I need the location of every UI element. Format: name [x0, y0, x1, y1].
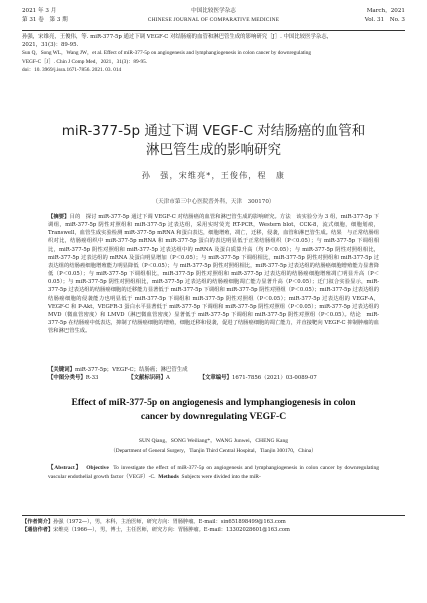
- article-title-cn: [20, 122, 407, 160]
- classification-row: [48, 374, 379, 382]
- clc-number: 【中图分类号】R-33: [48, 375, 99, 382]
- header-volume: 第 31 卷 第 3 期: [22, 17, 68, 23]
- title-cn-line: 淋巴管生成的影响研究: [146, 142, 281, 158]
- citation-en-line: Sun Q，Song WL，Wang JW，et al. Effect of miR-377-5p on angiogenesis and lymphangiogenesis in colon cancer by downregulating: [22, 50, 312, 57]
- objective-text: To investigate the effect of miR-377-5p on angiogenesis and lymphangiogenesis in colon cancer by downregulating vascular endothelial growth factor（VEGF）-C.: [48, 465, 380, 480]
- abstract-cn-text: 目的 探讨 miR-377-5p 通过下调 VEGF-C 对结肠癌的血管和淋巴管生成的影响研究。方法 该实验分为 3 组，miR-377-5p 下调组，miR-377-5p 阴性对照组和 miR-377-5p 过表达组，采用实时荧光 RT-PCR，Western blot，CCK-8，流式细胞，细胞划痕，Transwell，血管生成实验检测 miR-377-5p mRNA 和蛋白表达，细胞增殖，凋亡，迁移，侵袭，血管和淋巴管生成。结果 与正常结肠组织对比，结肠癌组织中 miR-377-5p mRNA 和 miR-377-5p 蛋白的表达明显低于正常结肠组织（P＜0.05）；与 miR-377-5p 下调组相比，miR-377-5p 阴性对照组和 miR-377-5p 过表达组中的 mRNA 及蛋白质算升高（均 P＜0.05）；与 miR-377-5p 阴性对照组相比，miR-377-5p 过表达组的 mRNA 及蛋白明显增加（P＜0.05）；与 miR-377-5p 下调组相比，miR-377-5p 阴性对照组和 miR-377-5p 过表达组的结肠癌细胞增殖能力明显降低（P＜0.05）；与 miR-377-5p 阴性对照组相比，miR-377-5p 过表达组的结肠癌细胞增殖能力显著降低（P＜0.05）；与 miR-377-5p 下调组相比，miR-377-5p 阴性对照组和 miR-377-5p 过表达组的结肠癌细胞增殖凋亡明显升高（P＜0.05）；与 miR-377-5p 阴性对照组相比，miR-377-5p 过表达组的结肠癌细胞凋亡能力显著升高（P＜0.05）；迁门叙合实验显示，miR-377-5p 过表达组的结肠癌细胞的迁移能力显著低于 miR-377-5p 下调组和 miR-377-5p 阴性对照组（P＜0.05）；miR-377-5p 过表达组的结肠癌细胞的侵袭能力也明显低于 miR-377-5p 下调组和 miR-377-5p 阴性对照组（P＜0.05）；miR-377-5p 过表达组的 VEGF-A，VEGF-C 和 P-Akt，VEGFR-3 蛋白水平显著低于 miR-377-5p 下调组和 miR-377-5p 阴性对照组（P＜0.05）；miR-377-5p 过表达组的 MVD（微血管密度）和 LMVD（淋巴微血管密度）显著低于 miR-377-5p 下调组和 miR-377-5p 阴性对照组（P＜0.05）。结论 miR-377-5p 在结肠癌中低表达，抑制了结肠癌细胞的增殖，细胞迁移和侵袭，促进了结肠癌细胞的凋亡能力，并直接靶向 VEGF-C 抑制肿瘤的血管和淋巴管生成。: [48, 214, 379, 335]
- article-title-en: [40, 396, 387, 424]
- title-en-line: Effect of miR-377-5p on angiogenesis and lymphangiogenesis in colon: [71, 397, 356, 408]
- authors-en: SUN Qiang，SONG Weiliang*，WANG Junwei，CHENG Kang: [138, 438, 289, 444]
- affiliation-en: （Department of General Surgery，Tianjin Third Central Hospital，Tianjin 300170，China）: [110, 448, 317, 454]
- keywords-text: miR-377-5p；VEGF-C；结肠癌；淋巴管生成: [74, 367, 188, 373]
- article-meta: [48, 366, 379, 382]
- corresponding-author-note: 【通信作者】宋维亮（1966—），男，博士，主任医师，研究方向：胃肠肿瘤。E-mail：13302028601@163.com: [22, 527, 290, 533]
- abstract-cn-label: 【摘要】: [48, 214, 70, 220]
- footnotes: [22, 515, 405, 534]
- abstract-en-label: 【Abstract】: [48, 465, 82, 471]
- affiliation-cn: （天津市第三中心医院普外科，天津 300170）: [152, 199, 275, 205]
- article-number: 【文章编号】1671-7856（2021）03-0089-07: [199, 375, 317, 382]
- document-code: 【文献标识码】A: [128, 375, 170, 382]
- header-volume-en: Vol. 31 No. 3: [364, 17, 405, 23]
- header-date-en: March，2021: [366, 8, 405, 14]
- objective-label: Objective: [86, 465, 109, 471]
- methods-text: Subjects were divided into the miR-: [181, 473, 261, 480]
- citation-cn-line: 孙强，宋维亮，王俊伟，等. miR-377-5p 通过下调 VEGF-C 对结肠癌的血管和淋巴管生成的影响研究［J］. 中国比较医学杂志，: [22, 34, 333, 40]
- title-en-line: cancer by downregulating VEGF-C: [140, 411, 287, 422]
- abstract-cn: [48, 213, 379, 335]
- authors-cn: 孙 强，宋维亮*，王俊伟，程 康: [141, 171, 286, 180]
- abstract-en: [48, 464, 379, 481]
- citation-block: [22, 33, 405, 74]
- citation-cn-line: 2021，31(3)：89-95.: [22, 42, 79, 49]
- journal-header: [22, 6, 405, 31]
- keywords-label: 【关键词】: [48, 367, 75, 373]
- author-note: 【作者简介】孙强（1972—），男，本科，主治医师，研究方向：胃肠肿瘤。E-mail：sin651898499@163.com: [22, 519, 286, 525]
- keywords-cn: [48, 366, 379, 374]
- journal-name-en: CHINESE JOURNAL OF COMPARATIVE MEDICINE: [147, 17, 280, 23]
- title-cn-line: miR-377-5p 通过下调 VEGF-C 对结肠癌的血管和: [61, 123, 366, 139]
- doi: doi：10. 3969/j.issn.1671-7856. 2021. 03. 014: [22, 66, 122, 73]
- journal-name-cn: 中国比较医学杂志: [191, 8, 236, 14]
- citation-en-line: VEGF-C［J］. Chin J Comp Med，2021，31(3)：89-95.: [22, 58, 148, 65]
- methods-label: Methods: [158, 473, 179, 480]
- header-date: 2021 年 3 月: [22, 8, 57, 14]
